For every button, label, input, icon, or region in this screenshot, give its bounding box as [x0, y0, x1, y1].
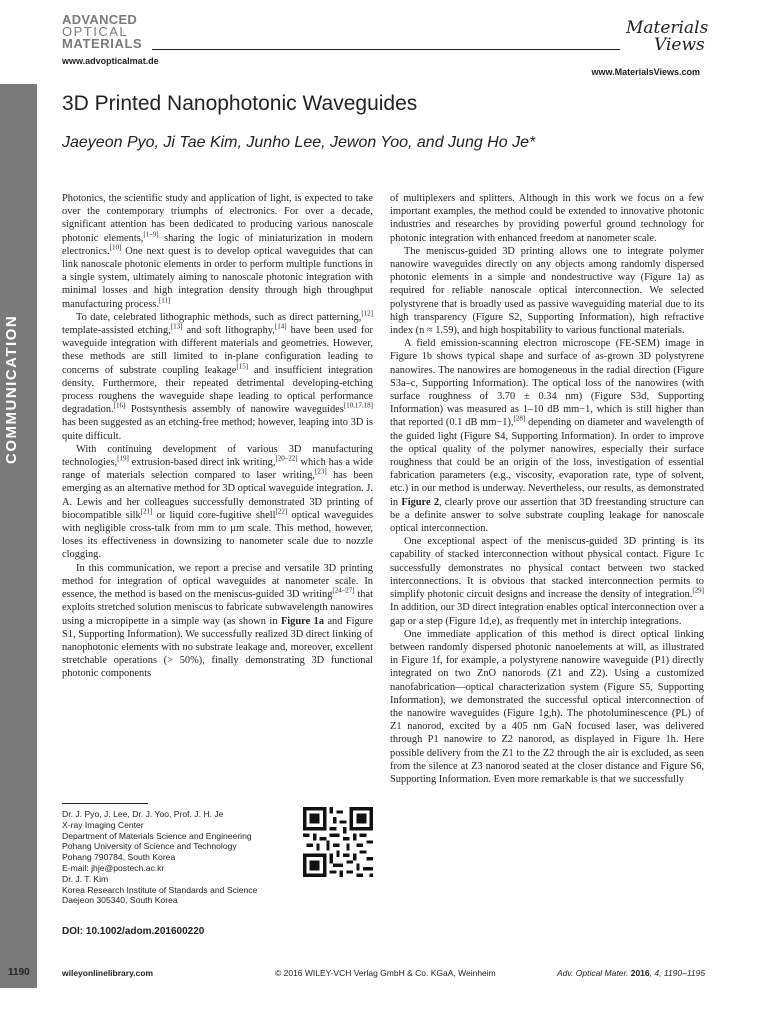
journal-abbrev: Adv. Optical Mater. — [557, 968, 629, 978]
journal-year: 2016 — [630, 968, 650, 978]
affiliation-line: Department of Materials Science and Engineering — [62, 830, 252, 841]
body-paragraph: A field emission-scanning electron microscope (FE-SEM) image in Figure 1b shows typical shape and surface of as-grown 3D polystyrene nanowires. The nanowires are homogeneous in the radial direction (Figure S3a–c, Supporting Information). The optical loss of the nanowires (with surface roughness of 3.70 ± 0.34 nm) (Figure S3d, Supporting Information) was measured as 1–10 dB mm−1, which is still higher than that reported (0.1 dB mm−1),[28] depending on diameter and wavelength of the guided light (Figure S4, Supporting Information). In order to improve the optical quality of the polymer nanowires, especially their surface roughness that could be an origin of the loss, investigation of essential fabrication parameters (e.g., viscosity, evaporation rate, type of solvent, etc.) in our method is underway. Nevertheless, our results, as demonstrated in Figure 2, clearly prove our assertion that 3D freestanding structure can be a definite answer to solve substrate coupling leakage for nanoscale optical interconnection. — [390, 338, 705, 535]
email-link[interactable]: E-mail: jhje@postech.ac.kr — [62, 862, 165, 873]
body-paragraph: of multiplexers and splitters. Although in this work we focus on a few important examples, the method could be extended to innovative photonic industries and researches by providing powerful ground technology for photonic integration with enhanced freedom at nanometer scale. — [390, 193, 704, 244]
affiliation-line: Korea Research Institute of Standards and Science — [62, 884, 258, 895]
publisher-url-link[interactable]: www.MaterialsViews.com — [591, 67, 700, 77]
journal-logo-line: MATERIALS — [62, 36, 143, 51]
page-number: 1190 — [8, 967, 30, 978]
affiliation-line: Pohang 790784, South Korea — [62, 852, 176, 863]
body-paragraph: The meniscus-guided 3D printing allows one to integrate polymer nanowire waveguides directly on any objects among randomly dispersed photonic elements in a simple and nondestructive way (Figure 1a) as required for reliable nanoscale optical interconnection. We selected polystyrene that is broadly used as passive waveguiding material due to its high transparency (Figure S2, Supporting Information), high refractive index (n ≈ 1.59), and high hospitability to various functional materials. — [390, 245, 704, 337]
journal-logo-line: OPTICAL — [62, 24, 129, 39]
section-sidebar — [0, 84, 37, 988]
journal-logo[interactable] — [62, 14, 162, 62]
article-authors: Jaeyeon Pyo, Ji Tae Kim, Junho Lee, Jewon Yoo, and Jung Ho Je* — [62, 134, 536, 151]
affiliations — [62, 809, 302, 906]
section-label: COMMUNICATION — [3, 314, 20, 464]
affiliation-line: Pohang University of Science and Technology — [62, 841, 237, 852]
affiliation-line: X-ray Imaging Center — [62, 819, 144, 830]
journal-url-link[interactable]: www.advopticalmat.de — [62, 56, 159, 66]
body-paragraph: With continuing development of various 3D manufacturing technologies,[19] extrusion-based direct ink writing,[20–22] which has a wide range of materials selection compared to laser writing,[23] has been emerging as an alternative method for 3D optical waveguide integration. J. A. Lewis and her colleagues successfully demonstrated 3D printing of biocompatible silk[21] or liquid core-fugitive shell[22] optical waveguides with negligible cross-talk from mm to µm scale. This method, however, loses its effectiveness in downsizing to nanometer scale due to nozzle clogging. — [62, 443, 373, 561]
body-paragraph: To date, celebrated lithographic methods, such as direct patterning,[12] template-assisted etching,[13] and soft lithography,[14] have been used for waveguide integration with different materials and geometries. However, these methods are still limited to in-plane configuration leading to concerns of substrate coupling leakage[15] and insufficient integration density. Furthermore, their repeated detrimental developing-etching process roughens the waveguide shape leading to optical performance degradation.[16] Postsynthesis assembly of nanowire waveguides[10,17,18] has been suggested as an etching-free method; however, leaping into 3D is quite difficult. — [62, 309, 373, 442]
body-paragraph: Photonics, the scientific study and application of light, is expected to take over the contemporary triumphs of electronics. For over a decade, significant attention has been dedicated to producing various nanoscale photonic elements,[1–9] sharing the logic of miniaturization in modern electronics.[10] One next quest is to develop optical waveguides that can link nanoscale photonic elements in order to perform multiple functions in a single system, ultimately aiming to nanoscale photonic integration with minimal losses and high integration density through high throughput manufacturing process.[11] — [62, 193, 373, 310]
publisher-logo-line: Materials — [626, 18, 709, 38]
qr-code-icon[interactable] — [303, 806, 373, 878]
article-title: 3D Printed Nanophotonic Waveguides — [62, 92, 418, 115]
journal-logo-line: ADVANCED — [62, 12, 138, 27]
copyright-notice: © 2016 WILEY-VCH Verlag GmbH & Co. KGaA, Weinheim — [275, 968, 496, 978]
publisher-logo[interactable] — [626, 20, 716, 64]
affiliation-line: Daejeon 305340, South Korea — [62, 895, 178, 906]
journal-citation — [557, 968, 705, 978]
body-paragraph: One exceptional aspect of the meniscus-guided 3D printing is its capability of stacked interconnection without physical contact. Figure 1c successfully demonstrates no physical contact between two stacked interconnections. It is obvious that stacked interconnection permits to simplify photonic circuit designs and increase the density of integration.[29] In addition, our 3D direct integration enables optical interconnection over a gap or a step (Figure 1d,e), as frequently met in interchip integrations. — [390, 536, 704, 627]
publisher-logo-line: Views — [654, 35, 705, 55]
body-paragraph: In this communication, we report a precise and versatile 3D printing method for integration of optical waveguides at nanometer scale. In essence, the method is based on the meniscus-guided 3D writing[24–27] that exploits stretched solution meniscus to fabricate subwavelength nanowires using a micropipette in a simple way (as shown in Figure 1a and Figure S1, Supporting Information). We successfully realized 3D direct linking of nanophotonic elements with no substrate leakage and, moreover, excellent stretchable operations (> 50%), finally demonstrating 3D functional photonic components — [62, 562, 373, 680]
body-paragraph: One immediate application of this method is direct optical linking between randomly dispersed photonic nanoelements at will, as illustrated in Figure 1f, for example, a polystyrene nanowire waveguide (P1) directly integrated on two ZnO nanorods (Z1 and Z2). Using a customized nanofabrication—optical characterization system (Figure S5, Supporting Information), we demonstrated the successful optical interconnection of the nanowire waveguides (Figure 1g,h). The photoluminescence (PL) of Z1 nanorod, excited by a 405 nm GaN focused laser, was delivered through P1 nanowire to Z2 nanorod, as displayed in Figure 1h. Here possible delivery from the Z1 to the Z2 through the air is excluded, as seen from the silence at Z3 nanorod seated at the closer distance and Figure S6, Supporting Information. Even more remarkable is that we successfully — [390, 628, 704, 785]
doi-link[interactable]: DOI: 10.1002/adom.201600220 — [62, 926, 205, 937]
website-link[interactable]: wileyonlinelibrary.com — [62, 968, 154, 978]
right-column — [390, 192, 704, 952]
left-column — [62, 192, 373, 792]
affiliation-line: Dr. J. Pyo, J. Lee, Dr. J. Yoo, Prof. J. H. Je — [62, 809, 224, 819]
affiliation-line: Dr. J. T. Kim — [62, 873, 109, 884]
journal-volume-pages: , 4, 1190–1195 — [649, 968, 706, 978]
affiliation-divider — [62, 803, 148, 804]
header-divider — [152, 49, 620, 50]
